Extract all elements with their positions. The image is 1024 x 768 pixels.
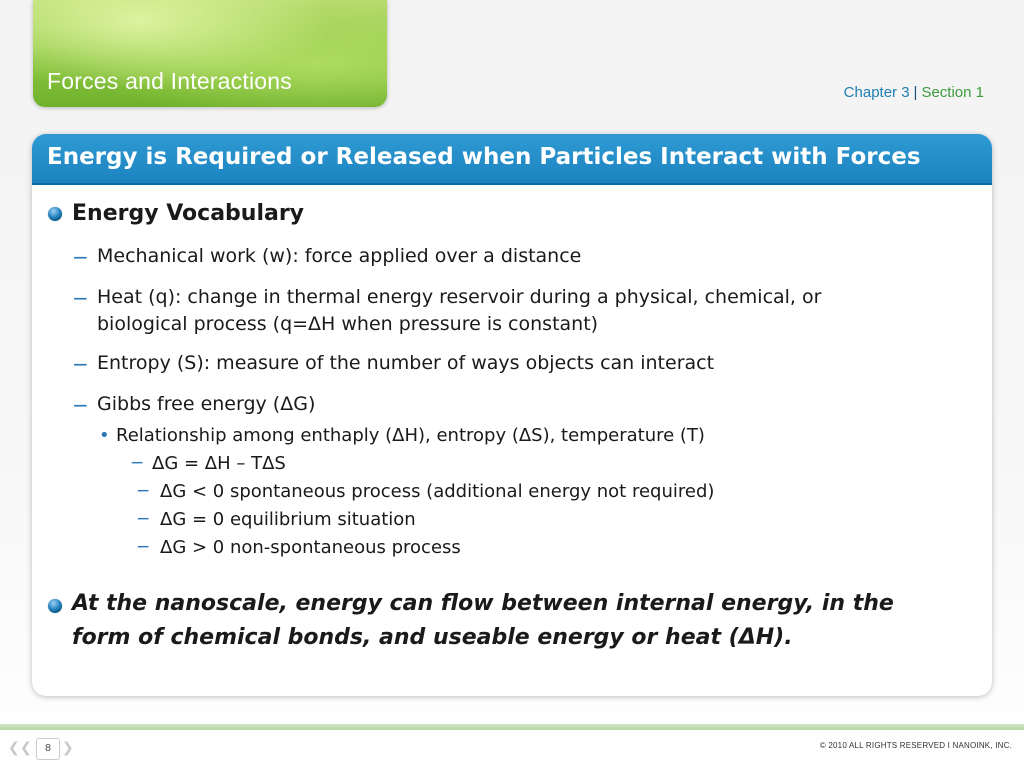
slide-heading: Energy is Required or Released when Particles Interact with Forces — [47, 144, 921, 170]
dot-bullet-icon: • — [99, 425, 110, 446]
item-mechanical-work: Mechanical work (w): force applied over a distance — [97, 245, 582, 267]
section-label: Section 1 — [921, 84, 984, 101]
dash-bullet-icon: − — [72, 286, 89, 310]
dash-bullet-icon: − — [136, 509, 151, 529]
bullet-orb-icon — [48, 207, 62, 221]
bullet-energy-vocabulary: Energy Vocabulary — [72, 201, 305, 226]
slide-header-bar — [32, 134, 992, 185]
item-formula: ΔG = ΔH – TΔS — [152, 453, 286, 474]
item-heat-line2: biological process (q=ΔH when pressure is constant) — [97, 313, 599, 335]
dash-bullet-icon: − — [136, 537, 151, 557]
section-title: Forces and Interactions — [47, 68, 292, 94]
nanoscale-statement-line1: At the nanoscale, energy can flow between internal energy, in the — [72, 591, 894, 616]
next-slide-icon[interactable]: ❯ — [62, 740, 74, 756]
bullet-orb-icon — [48, 599, 62, 613]
item-delta-g-negative: ΔG < 0 spontaneous process (additional energy not required) — [160, 481, 715, 502]
dash-bullet-icon: − — [72, 352, 89, 376]
copyright-notice: © 2010 ALL RIGHTS RESERVED I NANOINK, INC. — [819, 741, 1012, 750]
previous-slide-icon[interactable]: ❮ — [8, 740, 20, 756]
slide-body — [32, 185, 992, 696]
page-number: 8 — [36, 738, 60, 760]
dash-bullet-icon: − — [130, 453, 145, 473]
footer-divider — [0, 724, 1024, 730]
nanoscale-statement-line2: form of chemical bonds, and useable energy or heat (ΔH). — [72, 625, 793, 650]
slide-content-card — [32, 134, 992, 696]
item-gibbs: Gibbs free energy (ΔG) — [97, 393, 316, 415]
chapter-label: Chapter 3 — [843, 84, 910, 101]
dash-bullet-icon: − — [72, 245, 89, 269]
item-heat-line1: Heat (q): change in thermal energy reservoir during a physical, chemical, or — [97, 286, 822, 308]
chapter-separator: | — [913, 84, 918, 101]
item-delta-g-positive: ΔG > 0 non-spontaneous process — [160, 537, 461, 558]
item-relationship: Relationship among enthaply (ΔH), entropy (ΔS), temperature (T) — [116, 425, 705, 446]
dash-bullet-icon: − — [72, 393, 89, 417]
item-delta-g-zero: ΔG = 0 equilibrium situation — [160, 509, 416, 530]
dash-bullet-icon: − — [136, 481, 151, 501]
chapter-section-label — [844, 84, 984, 101]
previous-slide-icon[interactable]: ❮ — [20, 740, 32, 756]
item-entropy: Entropy (S): measure of the number of ways objects can interact — [97, 352, 715, 374]
section-title-tab — [33, 0, 387, 107]
